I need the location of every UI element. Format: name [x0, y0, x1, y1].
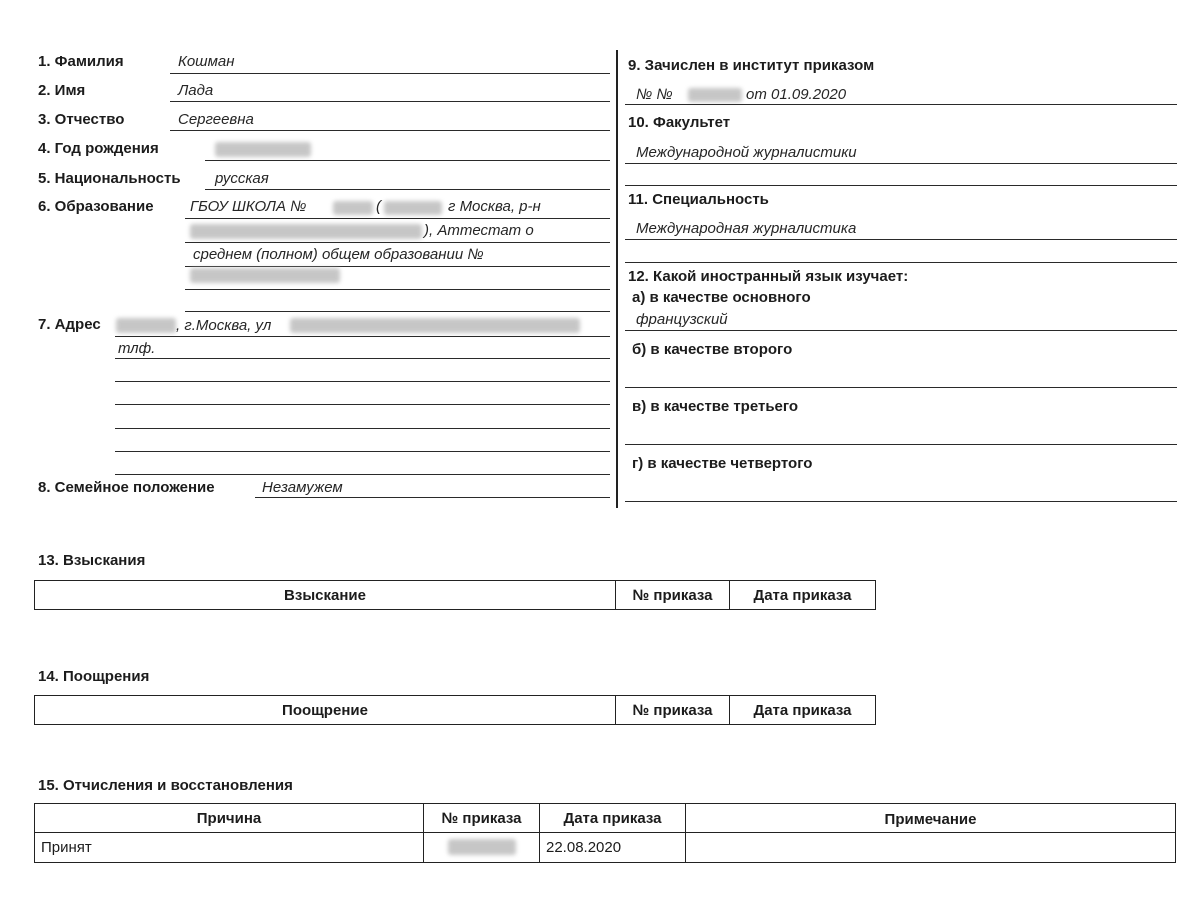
- lang-second-label: б) в качестве второго: [632, 341, 793, 358]
- table-row-note: [685, 832, 1175, 862]
- patronymic-label: 3. Отчество: [38, 111, 125, 128]
- specialty-value: Международная журналистика: [636, 220, 857, 237]
- faculty-value: Международной журналистики: [636, 144, 857, 161]
- marital-value: Незамужем: [262, 479, 343, 496]
- education-underline-3: [185, 266, 610, 267]
- surname-value: Кошман: [178, 53, 235, 70]
- address-underline-6: [115, 451, 610, 452]
- certificate-number-redaction: [190, 268, 340, 283]
- rewards-table: [34, 695, 876, 725]
- specialty-underline-1: [625, 239, 1177, 240]
- nationality-label: 5. Национальность: [38, 170, 181, 187]
- faculty-label: 10. Факультет: [628, 114, 731, 131]
- table-row-reason: Принят: [41, 838, 92, 856]
- expulsions-col-note: Примечание: [685, 804, 1175, 834]
- order-number-redaction: [688, 88, 742, 102]
- address-underline-7: [115, 474, 610, 475]
- education-underline-2: [185, 242, 610, 243]
- phone-label: тлф.: [118, 340, 156, 357]
- birth-year-underline: [205, 160, 610, 161]
- marital-underline: [255, 497, 610, 498]
- birth-year-label: 4. Год рождения: [38, 140, 159, 157]
- street-redaction: [290, 318, 580, 333]
- school-number-redaction: [333, 201, 373, 215]
- patronymic-underline: [170, 130, 610, 131]
- address-underline-1: [115, 336, 610, 337]
- languages-label: 12. Какой иностранный язык изучает:: [628, 268, 909, 285]
- education-line1-b: (: [376, 198, 381, 215]
- rewards-col-date: Дата приказа: [729, 696, 875, 724]
- patronymic-value: Сергеевна: [178, 111, 254, 128]
- penalties-col-order: № приказа: [615, 581, 729, 609]
- expulsions-col-date: Дата приказа: [539, 804, 685, 832]
- expulsions-col-reason: Причина: [196, 809, 262, 827]
- nationality-value: русская: [215, 170, 269, 187]
- enrollment-order-prefix: № №: [636, 86, 673, 103]
- table-row-order-cell: [423, 832, 539, 862]
- district-redaction: [384, 201, 442, 215]
- address-underline-5: [115, 428, 610, 429]
- education-line1-c: г Москва, р-н: [448, 198, 541, 215]
- specialty-label: 11. Специальность: [628, 191, 769, 208]
- penalties-col-name: Взыскание: [284, 586, 366, 604]
- education-line3: среднем (полном) общем образовании №: [193, 246, 484, 263]
- lang-third-underline: [625, 444, 1177, 445]
- education-underline-4: [185, 289, 610, 290]
- name-underline: [170, 101, 610, 102]
- faculty-underline-1: [625, 163, 1177, 164]
- education-line1-a: ГБОУ ШКОЛА №: [190, 198, 307, 215]
- enrollment-order-date: от 01.09.2020: [746, 86, 847, 103]
- school-address-redaction: [190, 224, 422, 239]
- name-label: 2. Имя: [38, 82, 86, 99]
- lang-main-value: французский: [636, 311, 728, 328]
- column-divider: [616, 50, 618, 508]
- nationality-underline: [205, 189, 610, 190]
- lang-third-label: в) в качестве третьего: [632, 398, 799, 415]
- surname-label: 1. Фамилия: [38, 53, 124, 70]
- lang-fourth-underline: [625, 501, 1177, 502]
- address-underline-2: [115, 358, 610, 359]
- enrollment-order-label: 9. Зачислен в институт приказом: [628, 57, 875, 74]
- penalties-col-date: Дата приказа: [729, 581, 875, 609]
- rewards-title: 14. Поощрения: [38, 668, 150, 685]
- expulsion-order-redaction: [448, 839, 516, 855]
- address-label: 7. Адрес: [38, 316, 101, 333]
- education-label: 6. Образование: [38, 198, 154, 215]
- surname-underline: [170, 73, 610, 74]
- address-underline-4: [115, 404, 610, 405]
- name-value: Лада: [178, 82, 214, 99]
- address-underline-3: [115, 381, 610, 382]
- lang-main-underline: [625, 330, 1177, 331]
- penalties-table: [34, 580, 876, 610]
- lang-second-underline: [625, 387, 1177, 388]
- table-row-date: 22.08.2020: [539, 832, 685, 862]
- faculty-underline-2: [625, 185, 1177, 186]
- lang-main-label: а) в качестве основного: [632, 289, 811, 306]
- marital-label: 8. Семейное положение: [38, 479, 215, 496]
- education-underline-5: [185, 311, 610, 312]
- education-line2: ), Аттестат о: [424, 222, 534, 239]
- expulsions-title: 15. Отчисления и восстановления: [38, 777, 293, 794]
- rewards-col-order: № приказа: [615, 696, 729, 724]
- expulsions-table: [34, 803, 1176, 863]
- penalties-title: 13. Взыскания: [38, 552, 146, 569]
- address-value: , г.Москва, ул: [176, 317, 272, 334]
- expulsions-col-order: № приказа: [423, 804, 539, 832]
- specialty-underline-2: [625, 262, 1177, 263]
- rewards-col-name: Поощрение: [282, 701, 368, 719]
- lang-fourth-label: г) в качестве четвертого: [632, 455, 813, 472]
- education-underline-1: [185, 218, 610, 219]
- address-district-redaction: [116, 318, 176, 333]
- birth-year-redaction: [215, 142, 311, 157]
- enrollment-underline: [625, 104, 1177, 105]
